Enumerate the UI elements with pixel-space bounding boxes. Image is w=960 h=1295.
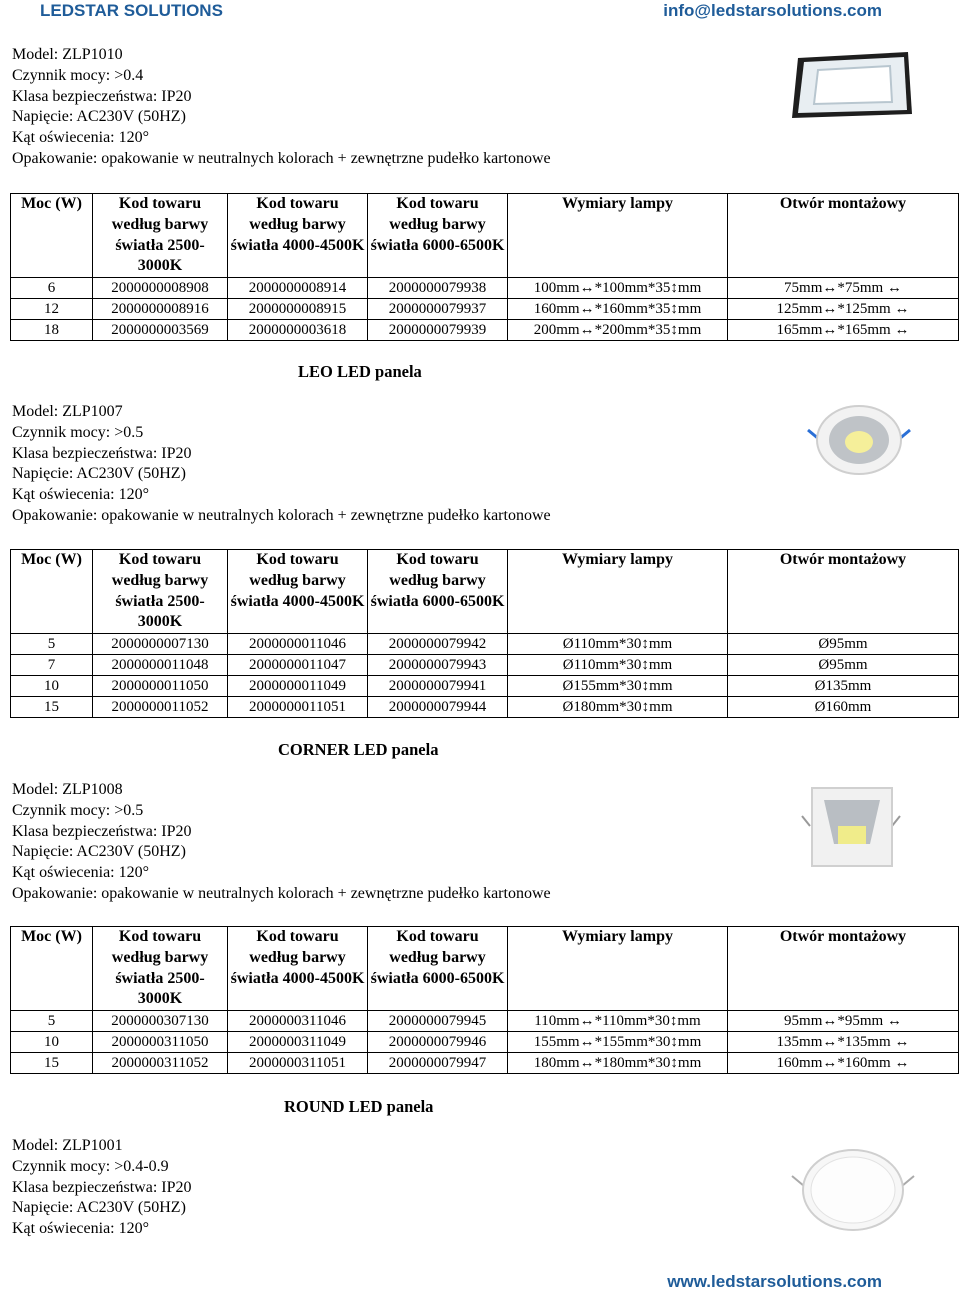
cell-power: 12 bbox=[11, 299, 93, 320]
header-code-6000: Kod towaru według barwy światła 6000-6500K bbox=[368, 194, 508, 278]
cell-power: 15 bbox=[11, 1053, 93, 1074]
cell-code-4000: 2000000008915 bbox=[228, 299, 368, 320]
footer-website-link[interactable]: www.ledstarsolutions.com bbox=[667, 1272, 882, 1291]
safety-class-line: Klasa bezpieczeństwa: IP20 bbox=[12, 444, 192, 462]
corner-square-panel-image bbox=[800, 782, 902, 872]
email-link[interactable]: info@ledstarsolutions.com bbox=[663, 1, 882, 20]
table-row bbox=[11, 697, 959, 718]
table-row bbox=[11, 1053, 959, 1074]
packaging-line: Opakowanie: opakowanie w neutralnych kolorach + zewnętrzne pudełko kartonowe bbox=[12, 884, 551, 902]
cell-dimensions: 160mm↔*160mm*35↕mm bbox=[508, 299, 728, 320]
cell-code-2500: 2000000311050 bbox=[93, 1032, 228, 1053]
header-code-4000: Kod towaru według barwy światła 4000-4500K bbox=[228, 927, 368, 1011]
cell-mounting-hole: 165mm↔*165mm ↔ bbox=[728, 320, 959, 341]
product-info-zlp1010 bbox=[12, 45, 551, 170]
voltage-line: Napięcie: AC230V (50HZ) bbox=[12, 1199, 186, 1217]
table-row bbox=[11, 676, 959, 697]
company-name: LEDSTAR SOLUTIONS bbox=[40, 1, 223, 20]
header-code-4000: Kod towaru według barwy światła 4000-4500K bbox=[228, 194, 368, 278]
table-row bbox=[11, 278, 959, 299]
cell-mounting-hole: Ø95mm bbox=[728, 655, 959, 676]
cell-dimensions: 200mm↔*200mm*35↕mm bbox=[508, 320, 728, 341]
header-power: Moc (W) bbox=[11, 927, 93, 1011]
cell-dimensions: Ø180mm*30↕mm bbox=[508, 697, 728, 718]
table-row bbox=[11, 655, 959, 676]
table-row bbox=[11, 634, 959, 655]
header-code-6000: Kod towaru według barwy światła 6000-6500K bbox=[368, 927, 508, 1011]
header-dimensions: Wymiary lampy bbox=[508, 194, 728, 278]
table-row bbox=[11, 320, 959, 341]
cell-dimensions: 100mm↔*100mm*35↕mm bbox=[508, 278, 728, 299]
beam-angle-line: Kąt oświecenia: 120° bbox=[12, 1220, 150, 1238]
cell-mounting-hole: Ø95mm bbox=[728, 634, 959, 655]
safety-class-line: Klasa bezpieczeństwa: IP20 bbox=[12, 1178, 192, 1196]
cell-code-2500: 2000000011052 bbox=[93, 697, 228, 718]
cell-dimensions: 110mm↔*110mm*30↕mm bbox=[508, 1011, 728, 1032]
cell-code-6000: 2000000079947 bbox=[368, 1053, 508, 1074]
model-line: Model: ZLP1008 bbox=[12, 781, 123, 798]
cell-code-6000: 2000000079943 bbox=[368, 655, 508, 676]
beam-angle-line: Kąt oświecenia: 120° bbox=[12, 864, 150, 882]
cell-code-4000: 2000000311051 bbox=[228, 1053, 368, 1074]
product-info-zlp1007 bbox=[12, 402, 551, 527]
round-panel-image bbox=[788, 1140, 918, 1236]
header-code-6000: Kod towaru według barwy światła 6000-6500K bbox=[368, 550, 508, 634]
header-dimensions: Wymiary lampy bbox=[508, 550, 728, 634]
cell-dimensions: 155mm↔*155mm*30↕mm bbox=[508, 1032, 728, 1053]
power-factor-line: Czynnik mocy: >0.4 bbox=[12, 66, 144, 84]
power-factor-line: Czynnik mocy: >0.5 bbox=[12, 423, 144, 441]
cell-power: 18 bbox=[11, 320, 93, 341]
header-power: Moc (W) bbox=[11, 550, 93, 634]
model-line: Model: ZLP1001 bbox=[12, 1137, 123, 1154]
beam-angle-line: Kąt oświecenia: 120° bbox=[12, 486, 150, 504]
cell-mounting-hole: Ø160mm bbox=[728, 697, 959, 718]
cell-power: 10 bbox=[11, 1032, 93, 1053]
cell-dimensions: Ø110mm*30↕mm bbox=[508, 655, 728, 676]
packaging-line: Opakowanie: opakowanie w neutralnych kolorach + zewnętrzne pudełko kartonowe bbox=[12, 149, 551, 167]
model-line: Model: ZLP1010 bbox=[12, 46, 123, 63]
cell-power: 7 bbox=[11, 655, 93, 676]
cell-code-2500: 2000000311052 bbox=[93, 1053, 228, 1074]
cell-code-2500: 2000000011048 bbox=[93, 655, 228, 676]
cell-power: 15 bbox=[11, 697, 93, 718]
header-code-2500: Kod towaru według barwy światła 2500-3000K bbox=[93, 550, 228, 634]
safety-class-line: Klasa bezpieczeństwa: IP20 bbox=[12, 822, 192, 840]
product-info-zlp1008 bbox=[12, 780, 551, 905]
cell-code-2500: 2000000007130 bbox=[93, 634, 228, 655]
header-mounting-hole: Otwór montażowy bbox=[728, 927, 959, 1011]
cell-code-4000: 2000000311049 bbox=[228, 1032, 368, 1053]
voltage-line: Napięcie: AC230V (50HZ) bbox=[12, 843, 186, 861]
header-mounting-hole: Otwór montażowy bbox=[728, 194, 959, 278]
cell-dimensions: 180mm↔*180mm*30↕mm bbox=[508, 1053, 728, 1074]
header-dimensions: Wymiary lampy bbox=[508, 927, 728, 1011]
page-header bbox=[0, 0, 960, 22]
spec-table-zlp1010 bbox=[10, 193, 959, 341]
cell-mounting-hole: Ø135mm bbox=[728, 676, 959, 697]
section-title-round: ROUND LED panela bbox=[284, 1097, 434, 1116]
cell-dimensions: Ø155mm*30↕mm bbox=[508, 676, 728, 697]
cell-code-6000: 2000000079945 bbox=[368, 1011, 508, 1032]
cell-code-2500: 2000000011050 bbox=[93, 676, 228, 697]
header-code-2500: Kod towaru według barwy światła 2500-3000K bbox=[93, 194, 228, 278]
cell-code-4000: 2000000011051 bbox=[228, 697, 368, 718]
cell-code-6000: 2000000079939 bbox=[368, 320, 508, 341]
table-row bbox=[11, 1032, 959, 1053]
safety-class-line: Klasa bezpieczeństwa: IP20 bbox=[12, 87, 192, 105]
cell-power: 6 bbox=[11, 278, 93, 299]
cell-code-2500: 2000000307130 bbox=[93, 1011, 228, 1032]
cell-code-6000: 2000000079946 bbox=[368, 1032, 508, 1053]
cell-power: 5 bbox=[11, 634, 93, 655]
leo-round-panel-image bbox=[804, 400, 914, 482]
cell-power: 5 bbox=[11, 1011, 93, 1032]
spec-table-zlp1007 bbox=[10, 549, 959, 718]
cell-mounting-hole: 135mm↔*135mm ↔ bbox=[728, 1032, 959, 1053]
cell-code-2500: 2000000003569 bbox=[93, 320, 228, 341]
cell-code-6000: 2000000079937 bbox=[368, 299, 508, 320]
cell-dimensions: Ø110mm*30↕mm bbox=[508, 634, 728, 655]
power-factor-line: Czynnik mocy: >0.5 bbox=[12, 801, 144, 819]
cell-code-2500: 2000000008908 bbox=[93, 278, 228, 299]
header-code-4000: Kod towaru według barwy światła 4000-4500K bbox=[228, 550, 368, 634]
section-title-leo: LEO LED panela bbox=[298, 362, 422, 381]
cell-code-6000: 2000000079944 bbox=[368, 697, 508, 718]
cell-code-6000: 2000000079941 bbox=[368, 676, 508, 697]
cell-code-6000: 2000000079938 bbox=[368, 278, 508, 299]
beam-angle-line: Kąt oświecenia: 120° bbox=[12, 129, 150, 147]
cell-mounting-hole: 125mm↔*125mm ↔ bbox=[728, 299, 959, 320]
header-code-2500: Kod towaru według barwy światła 2500-3000K bbox=[93, 927, 228, 1011]
voltage-line: Napięcie: AC230V (50HZ) bbox=[12, 108, 186, 126]
model-line: Model: ZLP1007 bbox=[12, 403, 123, 420]
voltage-line: Napięcie: AC230V (50HZ) bbox=[12, 465, 186, 483]
power-factor-line: Czynnik mocy: >0.4-0.9 bbox=[12, 1157, 169, 1175]
cell-code-4000: 2000000311046 bbox=[228, 1011, 368, 1032]
cell-code-4000: 2000000011049 bbox=[228, 676, 368, 697]
cell-mounting-hole: 160mm↔*160mm ↔ bbox=[728, 1053, 959, 1074]
table-row bbox=[11, 1011, 959, 1032]
table-row bbox=[11, 299, 959, 320]
cell-code-4000: 2000000011047 bbox=[228, 655, 368, 676]
header-mounting-hole: Otwór montażowy bbox=[728, 550, 959, 634]
cell-mounting-hole: 95mm↔*95mm ↔ bbox=[728, 1011, 959, 1032]
product-info-zlp1001 bbox=[12, 1136, 191, 1240]
cell-code-4000: 2000000011046 bbox=[228, 634, 368, 655]
cell-code-4000: 2000000008914 bbox=[228, 278, 368, 299]
section-title-corner: CORNER LED panela bbox=[278, 740, 439, 759]
header-power: Moc (W) bbox=[11, 194, 93, 278]
spec-table-zlp1008 bbox=[10, 926, 959, 1074]
cell-code-6000: 2000000079942 bbox=[368, 634, 508, 655]
packaging-line: Opakowanie: opakowanie w neutralnych kolorach + zewnętrzne pudełko kartonowe bbox=[12, 506, 551, 524]
square-glass-panel-image bbox=[788, 48, 916, 122]
cell-power: 10 bbox=[11, 676, 93, 697]
cell-code-4000: 2000000003618 bbox=[228, 320, 368, 341]
cell-code-2500: 2000000008916 bbox=[93, 299, 228, 320]
cell-mounting-hole: 75mm↔*75mm ↔ bbox=[728, 278, 959, 299]
